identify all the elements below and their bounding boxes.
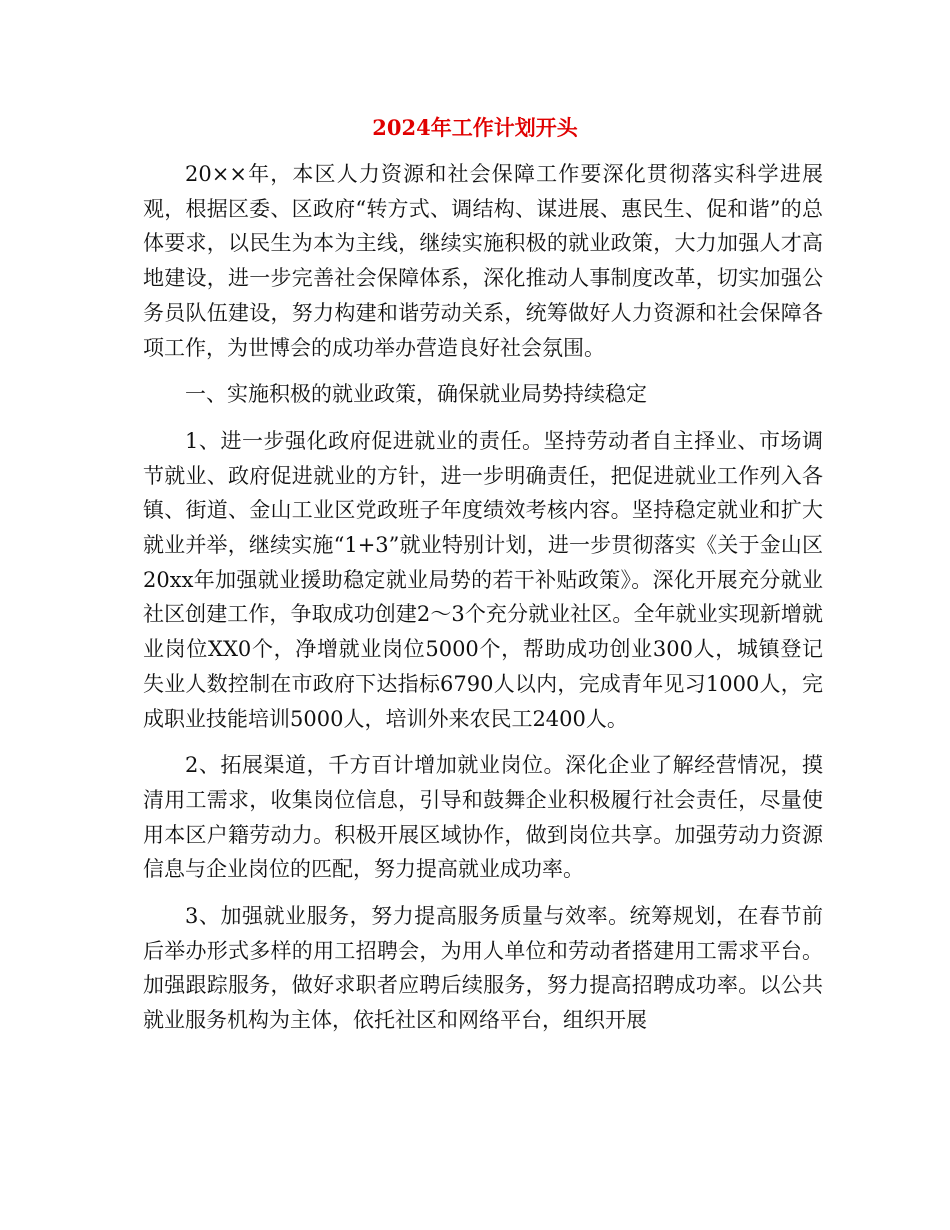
document-body: [143, 157, 823, 1038]
paragraph-item-2: 2、拓展渠道，千方百计增加就业岗位。深化企业了解经营情况，摸清用工需求，收集岗位信息，引导和鼓舞企业积极履行社会责任，尽量使用本区户籍劳动力。积极开展区域协作，做到岗位共享。加强劳动力资源信息与企业岗位的匹配，努力提高就业成功率。: [143, 753, 823, 882]
paragraph-item-3: 3、加强就业服务，努力提高服务质量与效率。统筹规划，在春节前后举办形式多样的用工招聘会，为用人单位和劳动者搭建用工需求平台。加强跟踪服务，做好求职者应聘后续服务，努力提高招聘成功率。以公共就业服务机构为主体，依托社区和网络平台，组织开展: [143, 904, 823, 1033]
section-heading: 一、实施积极的就业政策，确保就业局势持续稳定: [185, 382, 647, 407]
document-title: 2024年工作计划开头: [372, 115, 578, 140]
paragraph-intro: 20××年，本区人力资源和社会保障工作要深化贯彻落实科学进展观，根据区委、区政府“转方式、调结构、谋进展、惠民生、促和谐”的总体要求，以民生为本为主线，继续实施积极的就业政策，大力加强人才高地建设，进一步完善社会保障体系，深化推动人事制度改革，切实加强公务员队伍建设，努力构建和谐劳动关系，统筹做好人力资源和社会保障各项工作，为世博会的成功举办营造良好社会氛围。: [143, 162, 823, 360]
paragraph-item-1: 1、进一步强化政府促进就业的责任。坚持劳动者自主择业、市场调节就业、政府促进就业的方针，进一步明确责任，把促进就业工作列入各镇、街道、金山工业区党政班子年度绩效考核内容。坚持稳定就业和扩大就业并举，继续实施“1+3”就业特别计划，进一步贯彻落实《关于金山区20xx年加强就业援助稳定就业局势的若干补贴政策》。深化开展充分就业社区创建工作，争取成功创建2～3个充分就业社区。全年就业实现新增就业岗位XX0个，净增就业岗位5000个，帮助成功创业300人，城镇登记失业人数控制在市政府下达指标6790人以内，完成青年见习1000人，完成职业技能培训5000人，培训外来农民工2400人。: [143, 428, 823, 731]
